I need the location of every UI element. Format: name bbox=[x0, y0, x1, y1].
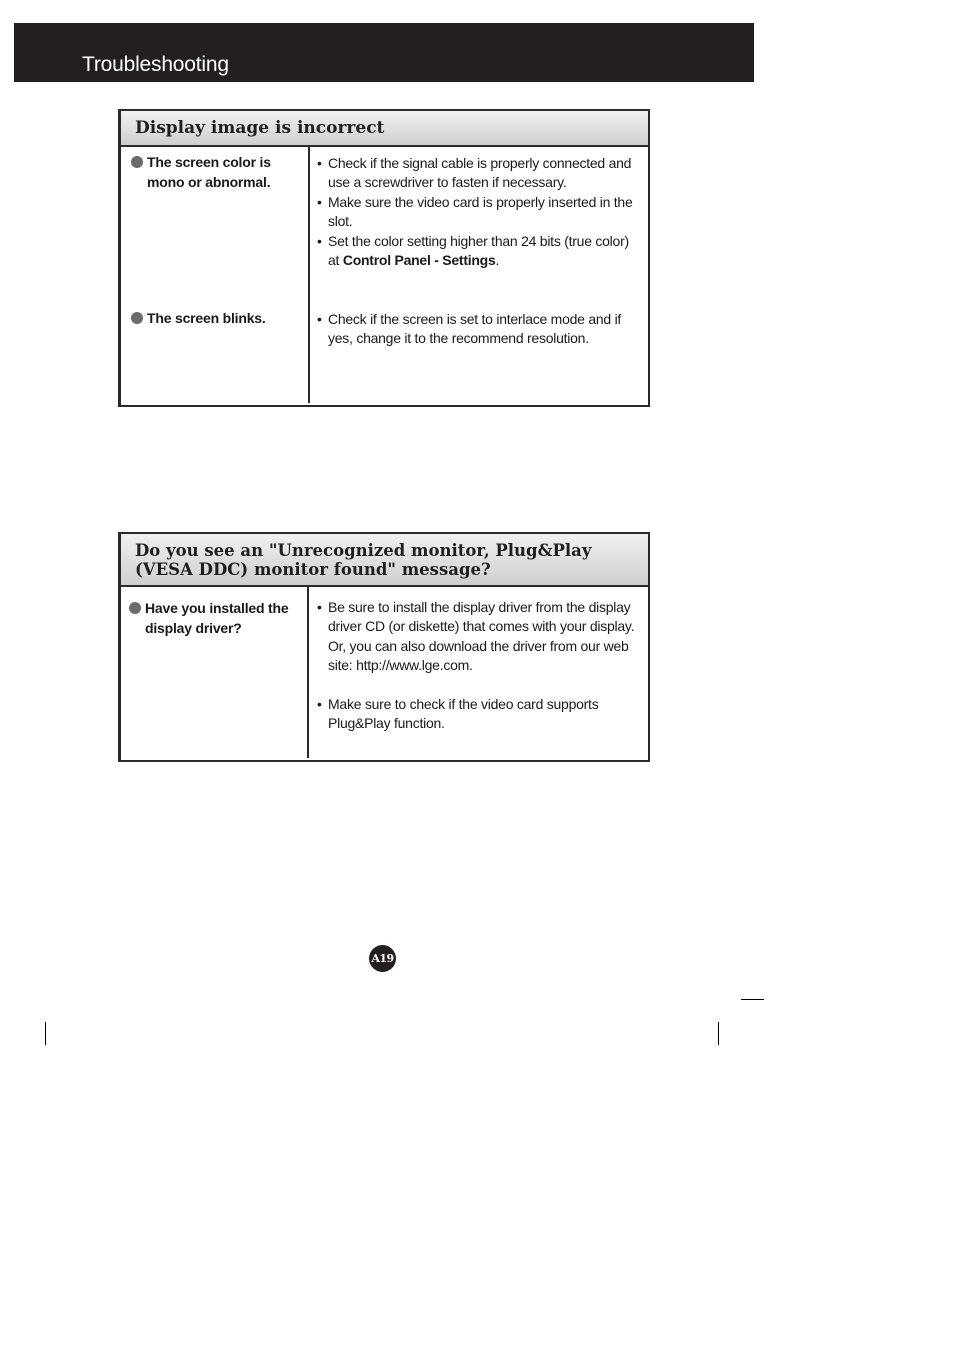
solution-item: • Make sure the video card is properly inserted in the slot. bbox=[317, 193, 637, 232]
solution-item: • Be sure to install the display driver from the display driver CD (or diskette) that comes with your display. Or, you can also download the driver from our web site: http://www.lge.com. bbox=[317, 598, 637, 676]
panel-display-image-incorrect bbox=[118, 109, 650, 407]
column-divider bbox=[307, 587, 309, 758]
bullet-dot-icon bbox=[131, 156, 143, 168]
symptom-label: Have you installed the display driver? bbox=[127, 598, 297, 638]
symptom-label: The screen blinks. bbox=[129, 308, 299, 328]
crop-mark bbox=[741, 999, 764, 1000]
panel-body bbox=[121, 147, 648, 403]
panel-unrecognized-monitor bbox=[118, 532, 650, 762]
solution-item: • Check if the signal cable is properly connected and use a screwdriver to fasten if necessary. bbox=[317, 154, 637, 193]
solution-item: • Make sure to check if the video card supports Plug&Play function. bbox=[317, 695, 637, 734]
crop-mark bbox=[718, 1022, 719, 1045]
solution-list bbox=[317, 154, 637, 270]
header-bar bbox=[14, 23, 754, 82]
solution-list bbox=[317, 598, 637, 733]
bullet-dot-icon bbox=[129, 602, 141, 614]
bullet-dot-icon bbox=[131, 312, 143, 324]
page-number-badge: A19 bbox=[369, 945, 396, 972]
solution-list bbox=[317, 310, 637, 349]
page-title: Troubleshooting bbox=[82, 53, 229, 76]
column-divider bbox=[308, 147, 310, 403]
crop-mark bbox=[45, 1022, 46, 1045]
panel-body bbox=[121, 587, 648, 758]
panel-heading: Do you see an "Unrecognized monitor, Plug&Play (VESA DDC) monitor found" message? bbox=[121, 534, 648, 587]
solution-item: • Check if the screen is set to interlace mode and if yes, change it to the recommend resolution. bbox=[317, 310, 637, 349]
settings-path: Control Panel - Settings bbox=[342, 252, 496, 269]
symptom-label: The screen color is mono or abnormal. bbox=[129, 152, 299, 192]
panel-heading: Display image is incorrect bbox=[121, 111, 648, 147]
solution-item: • Set the color setting higher than 24 bits (true color) at Control Panel - Settings. bbox=[317, 232, 637, 271]
